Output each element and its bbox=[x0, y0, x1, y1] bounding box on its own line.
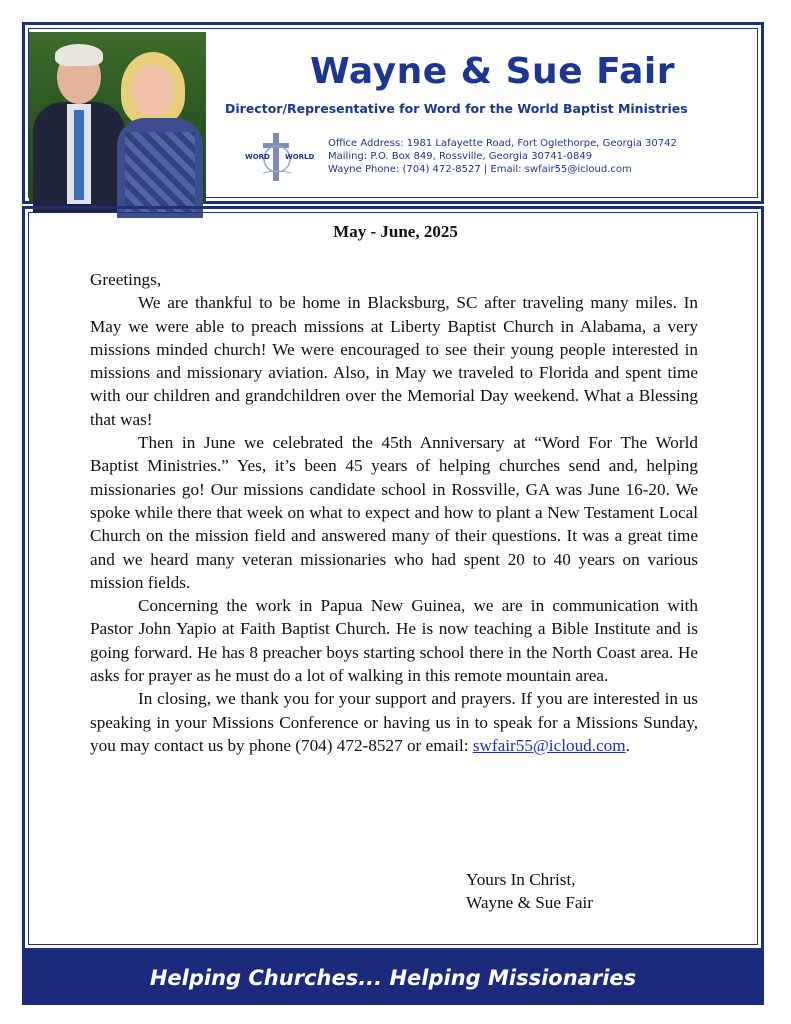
letter-body bbox=[90, 268, 698, 757]
mailing-address: Mailing: P.O. Box 849, Rossville, Georgia 30741-0849 bbox=[328, 151, 593, 162]
closing-block bbox=[466, 868, 593, 915]
letterhead bbox=[22, 22, 764, 204]
paragraph-1: We are thankful to be home in Blacksburg, SC after traveling many miles. In May we were able to preach missions at Liberty Baptist Church in Alabama, a very missions minded church! We were encouraged to see their young people interested in missions and missionary aviation. Also, in May we traveled to Florida and spent time with our children and grandchildren over the Memorial Day weekend. What a Blessing that was! bbox=[90, 293, 698, 429]
paragraph-3: Concerning the work in Papua New Guinea, we are in communication with Pastor John Yapio at Faith Baptist Church. He is now teaching a Bible Institute and is going forward. He has 8 preacher boys starting school there in the North Coast area. He asks for prayer as he must do a lot of walking in this remote mountain area. bbox=[90, 596, 698, 686]
footer-tagline: Helping Churches... Helping Missionaries bbox=[149, 966, 637, 990]
ministry-logo-icon bbox=[243, 129, 315, 187]
paragraph-4-end: . bbox=[625, 735, 630, 755]
letter-date: May - June, 2025 bbox=[333, 222, 458, 241]
contact-info bbox=[328, 137, 677, 176]
paragraph-4-text: In closing, we thank you for your support and prayers. If you are interested in us speaking in your Missions Conference or having us in to speak for a Missions Sunday, you may contact us by phone (704) 472-8527 or email: bbox=[90, 689, 698, 755]
paragraph-2: Then in June we celebrated the 45th Anniversary at “Word For The World Baptist Ministries.” Yes, it’s been 45 years of helping churches send and, helping missionaries go! Our missions candidate school in Rossville, GA was June 16-20. We spoke while there that week on what to expect and how to plant a New Testament Local Church on the mission field and answered many of their questions. It was a great time and we heard many veteran missionaries who had spent 20 to 40 years on various mission fields. bbox=[90, 433, 698, 592]
email-link[interactable]: swfair55@icloud.com bbox=[472, 735, 626, 755]
couple-photo bbox=[29, 32, 206, 203]
office-address: Office Address: 1981 Lafayette Road, Fort Oglethorpe, Georgia 30742 bbox=[328, 138, 677, 149]
greeting: Greetings, bbox=[90, 270, 162, 289]
closing-line: Yours In Christ, bbox=[466, 870, 576, 889]
letterhead-subtitle: Director/Representative for Word for the World Baptist Ministries bbox=[225, 101, 688, 116]
footer-banner bbox=[22, 951, 764, 1005]
svg-text:WORLD: WORLD bbox=[285, 153, 315, 161]
letterhead-name: Wayne & Sue Fair bbox=[310, 51, 675, 92]
phone-email: Wayne Phone: (704) 472-8527 | Email: swfair55@icloud.com bbox=[328, 164, 632, 175]
paragraph-4 bbox=[90, 687, 698, 757]
signature: Wayne & Sue Fair bbox=[466, 893, 594, 913]
svg-text:WORD: WORD bbox=[245, 153, 270, 161]
